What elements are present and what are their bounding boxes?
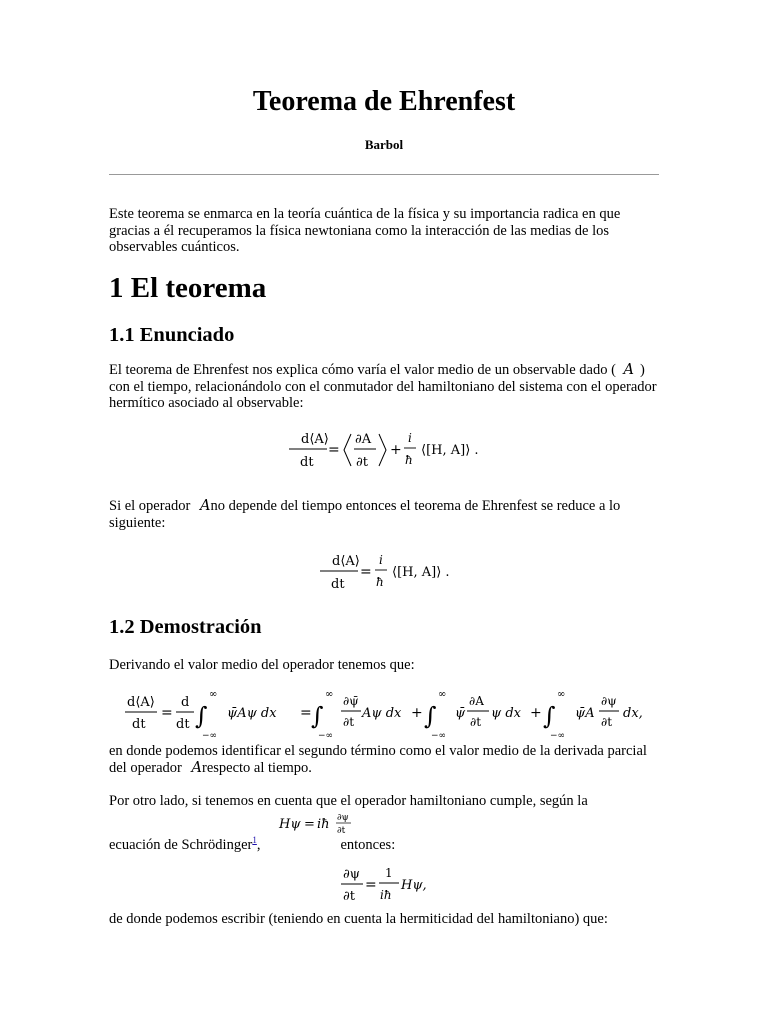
eq3-frac2-den: ∂t (343, 715, 355, 729)
equation-time-derivative-psi (109, 862, 659, 906)
eq3-d-num: d (181, 695, 190, 710)
second-term-paragraph (109, 743, 659, 776)
eq2-i: i (379, 553, 383, 567)
hermiticity-paragraph: de donde podemos escribir (teniendo en cuenta la hermiticidad del hamiltoniano) que: (109, 911, 608, 927)
eq4-partial-psi: ∂ψ (343, 867, 360, 882)
eq2-commutator: ⟨[H, A]⟩ . (392, 565, 450, 580)
eq3-int2-upper: ∞ (325, 689, 334, 700)
eq3-frac4-den: ∂t (601, 715, 613, 729)
equation-derivative-expansion (109, 686, 659, 742)
schrodinger-partial-psi: ∂ψ (337, 813, 349, 823)
eq1-right-angle (379, 434, 386, 466)
schrodinger-i-hbar: iħ (317, 817, 330, 832)
eq1-partial-A: ∂A (355, 432, 372, 447)
eq3-equals-1: = (161, 705, 173, 721)
eq1-denominator: dt (300, 455, 314, 470)
eq4-one: 1 (385, 866, 393, 880)
eq3-lhs-numerator: d⟨A⟩ (127, 695, 155, 710)
eq3-integral-1: ∫ (195, 702, 208, 730)
eq1-plus: + (390, 442, 402, 458)
footnote-link-1[interactable]: 1 (252, 835, 257, 845)
eq3-integral-3: ∫ (424, 702, 437, 730)
eq3-int1-upper: ∞ (209, 689, 218, 700)
eq3-term-1: ψ̄Aψ dx (227, 706, 277, 721)
eq4-H-psi: Hψ, (401, 878, 427, 893)
eq1-left-angle (344, 434, 351, 466)
eq3-term-3: ψ dx (491, 706, 521, 721)
schrodinger-equals: = (304, 817, 315, 832)
second-term-text-a: en donde podemos identificar el segundo término como el valor medio de la derivada parcial del operador (109, 743, 647, 776)
independence-text-a: Si el operador (109, 498, 191, 514)
eq2-hbar: ħ (376, 575, 384, 589)
eq1-equals: = (328, 442, 340, 458)
section-heading-1: 1 El teorema (109, 272, 267, 304)
derivation-intro-paragraph: Derivando el valor medio del operador tenemos que: (109, 657, 415, 673)
eq3-plus-2: + (530, 705, 542, 721)
eq3-integral-4: ∫ (543, 702, 556, 730)
eq3-partial-psibar: ∂ψ̄ (343, 694, 359, 708)
schrodinger-partial-t: ∂t (337, 826, 346, 836)
eq4-partial-t: ∂t (343, 889, 355, 904)
enunciado-paragraph (109, 362, 659, 412)
schrodinger-line: ecuación de Schrödinger$^1$, entonces: (109, 835, 396, 853)
eq3-psibar: ψ̄ (455, 706, 466, 721)
hamiltonian-paragraph: Por otro lado, si tenemos en cuenta que el operador hamiltoniano cumple, según la (109, 793, 588, 809)
inline-math-A: A (623, 362, 635, 378)
eq4-equals: = (365, 877, 377, 893)
eq3-integral-2: ∫ (311, 702, 324, 730)
eq3-int3-lower: −∞ (431, 731, 447, 741)
eq3-partial-psi: ∂ψ (601, 694, 617, 708)
eq3-dt-den: dt (176, 717, 190, 732)
independence-text-b: no depende del tiempo entonces el teorema de Ehrenfest se reduce a lo siguiente: (109, 498, 621, 531)
eq4-i-hbar: iħ (380, 888, 392, 902)
eq3-int4-upper: ∞ (557, 689, 566, 700)
eq3-equals-2: = (300, 705, 312, 721)
eq3-plus-1: + (411, 705, 423, 721)
equation-ehrenfest-reduced (109, 548, 659, 594)
schrodinger-H-psi: Hψ (279, 817, 301, 832)
eq3-psibar-A: ψ̄A (575, 706, 595, 721)
document-author: Barbol (364, 137, 404, 152)
eq3-lhs-denominator: dt (132, 717, 146, 732)
title-divider (109, 174, 659, 175)
eq3-int3-upper: ∞ (438, 689, 447, 700)
eq3-partial-A: ∂A (469, 694, 484, 708)
schrodinger-label: ecuación de Schrödinger (109, 836, 253, 853)
eq1-numerator: d⟨A⟩ (301, 432, 329, 447)
eq3-int4-lower: −∞ (550, 731, 566, 741)
eq1-partial-t: ∂t (356, 455, 368, 470)
eq2-numerator: d⟨A⟩ (332, 554, 360, 569)
eq3-term-2: Aψ dx (362, 706, 402, 721)
equation-ehrenfest-general (109, 426, 659, 476)
enunciado-text-a: El teorema de Ehrenfest nos explica cómo varía el valor medio de un observable dado ( (109, 362, 616, 378)
independence-paragraph (109, 498, 659, 531)
subsection-heading-1-1: 1.1 Enunciado (109, 324, 235, 346)
eq1-commutator: ⟨[H, A]⟩ . (421, 443, 479, 458)
enunciado-text-b: ) con el tiempo, relacionándolo con el conmutador del hamiltoniano del sistema con el operador hermítico asociado al observable: (109, 362, 657, 411)
eq3-int2-lower: −∞ (318, 731, 334, 741)
document-title: Teorema de Ehrenfest (252, 86, 516, 117)
eq3-int1-lower: −∞ (202, 731, 218, 741)
eq3-frac3-den: ∂t (470, 715, 482, 729)
eq3-dx-comma: dx, (623, 706, 643, 721)
subsection-heading-1-2: 1.2 Demostración (109, 616, 262, 638)
eq2-denominator: dt (331, 577, 345, 592)
eq2-equals: = (360, 564, 372, 580)
schrodinger-then: entonces: (340, 836, 396, 853)
eq1-hbar: ħ (405, 453, 413, 467)
inline-math-A-3: A (191, 759, 202, 776)
inline-math-A-2: A (199, 498, 211, 514)
second-term-text-b: respecto al tiempo. (201, 759, 312, 776)
eq1-i: i (408, 431, 412, 445)
intro-paragraph: Este teorema se enmarca en la teoría cuántica de la física y su importancia radica en que gracias a él recuperamos la física newtoniana como la interacción de las medias de los observables cuánticos. (109, 206, 621, 255)
